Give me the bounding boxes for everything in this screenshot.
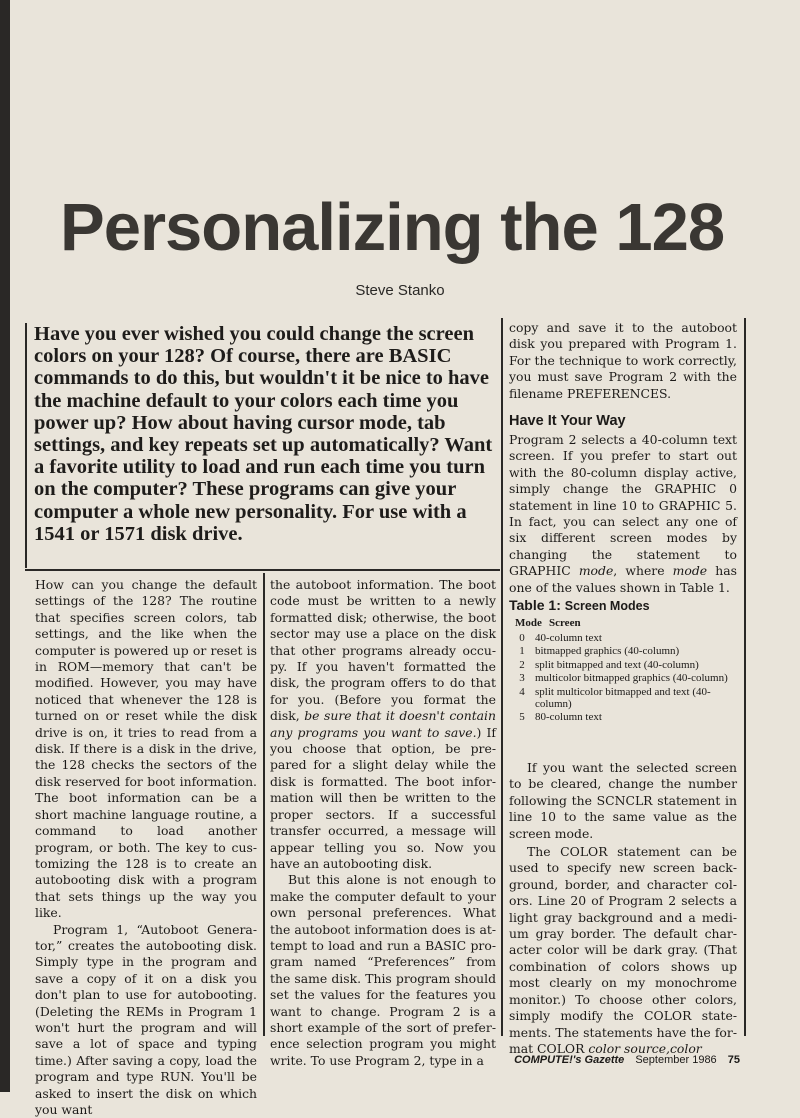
article-title: Personalizing the 128 [60,190,725,265]
paragraph: copy and save it to the autoboot disk you prepared with Program 1. For the technique to work correctly, you must save Program 2 with the filename PREFERENCES. [509,320,737,401]
mode-value: 1 [519,645,525,658]
subheading: Have It Your Way [509,413,626,430]
mode-value: 3 [519,672,525,685]
page-edge-shadow [0,0,10,1092]
page-number: 75 [727,1054,740,1066]
mode-value: 4 [519,685,525,698]
table-title: Table 1: Screen Modes [509,597,650,613]
column-divider-1 [263,573,265,1036]
table-row [509,645,737,657]
paragraph: Program 1, “Autoboot Generator,” creates the autobooting disk. Simply type in the program and save a copy of it on a disk you don't plan to use for autobooting. (Deleting the REMs in Program 1 won't hurt the program and will save a lot of space and typing time.) After saving a copy, load the program and type RUN. You'll be asked to insert the disk on which you want [35,921,257,1117]
author-byline: Steve Stanko [355,282,445,299]
intro-left-rule [25,323,27,568]
intro-deck: Have you ever wished you could change the screen colors on your 128? Of course, there are BASIC commands to do this, but wouldn't it be nice to have the machine default to your colors each time you power up? How about having cursor mode, tab settings, and key repeats set up automatically? Want a favorite utility to load and run each time you turn on the computer? These programs can give your computer a whole new personality. For use with a 1541 or 1571 disk drive. [34,323,493,545]
mode-value: 0 [519,632,525,644]
table-row [509,686,737,711]
paragraph: Program 2 selects a 40-column text screen. If you prefer to start out with the 80-column display active, simply change the GRAPHIC 0 statement in line 10 to GRAPHIC 5. In fact, you can select any one of six different screen modes by changing the statement to GRAPHIC mode, where mode has one of the values shown in Table 1. [509,432,737,595]
body-column-3-bottom [509,760,737,1057]
paragraph: But this alone is not enough to make the computer default to your own personal preferences. What the autoboot information does is attempt to load and run a BASIC program named “Preferences” from the same disk. This program should set the values for the features you want to change. Program 2 is a short example of the sort of preference selection program you might write. To use Program 2, type in a [270,872,496,1068]
table-row [509,711,737,723]
page-footer [514,1054,740,1066]
mode-value: 2 [519,658,525,671]
column-divider-2 [501,318,503,1036]
paragraph: If you want the selected screen to be cleared, change the number following the SCNCLR statement in line 10 to the same value as the screen mode. [509,760,737,841]
paragraph: the autoboot information. The boot code must be written to a newly formatted disk; otherwise, the boot sector may use a place on the disk that other programs already occupy. If you haven't formatted the disk, the program offers to do that for you. (Before you format the disk, be sure that it doesn't contain any programs you want to save.) If you choose that option, be prepared for a slight delay while the disk is formatted. The boot information will then be written to the proper sectors. If a successful transfer occurred, a message will appear telling you so. Now you have an autobooting disk. [270,577,497,871]
body-column-1 [35,577,257,1118]
screen-modes-table [509,597,737,725]
table-row [509,659,737,671]
screen-value: 80-column text [535,711,602,724]
screen-value: split multicolor bitmapped and text (40-column) [535,685,711,711]
right-column-rule [744,318,746,1036]
publication-name: COMPUTE!'s Gazette [514,1054,625,1066]
issue-date: September 1986 [635,1054,717,1066]
table-row [509,672,737,684]
screen-value: bitmapped graphics (40-column) [535,645,680,658]
body-column-3-top [509,320,737,596]
intro-bottom-rule [25,569,500,571]
body-column-2 [270,577,496,1069]
table-row [509,632,737,644]
screen-value: 40-column text [535,632,602,644]
screen-value: multicolor bitmapped graphics (40-column) [535,672,728,685]
mode-value: 5 [519,711,525,724]
paragraph: How can you change the default settings of the 128? The routine that specifies screen colors, tab settings, and the like when the computer is powered up or reset is in ROM—memory that can't be modified. However, you may have noticed that whenever the 128 is turned on or reset while the disk drive is on, it tries to read from a disk. If there is a disk in the drive, the 128 checks the sectors of the disk reserved for boot information. The boot information can be a short machine language routine, a command to load another program, or both. The key to customizing the 128 is to create an autobooting disk with a program that sets things up the way you like. [35,577,257,921]
screen-value: split bitmapped and text (40-column) [535,658,699,671]
table-header: Mode Screen [515,617,581,629]
paragraph: The COLOR statement can be used to specify new screen background, border, and character colors. Line 20 of Program 2 selects a light gray background and a medium gray border. The default character color will be dark gray. (That combination of colors shows up most clearly on my monochrome monitor.) To choose other colors, simply modify the COLOR statements. The statements have the format COLOR color source,color [509,844,737,1056]
